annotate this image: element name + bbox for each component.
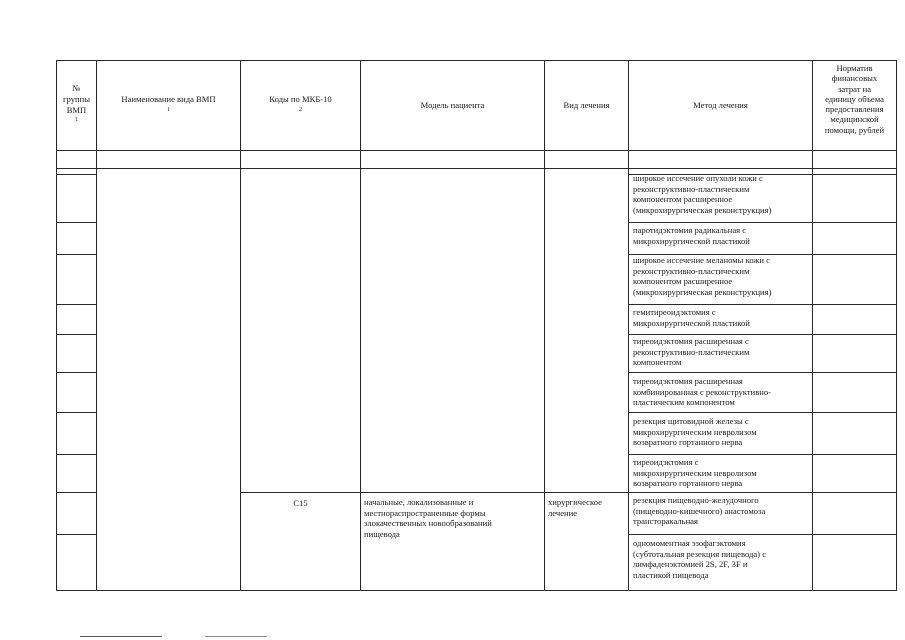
header-treatment: Вид лечения	[563, 100, 610, 111]
header-group: № группы ВМП $^1$	[63, 83, 90, 124]
method-cell: гемитиреоидэктомия с микрохирургической пластикой	[633, 307, 750, 328]
method-cell: резекция щитовидной железы с микрохирургическим невролизом возвратного гортанного нерва	[633, 416, 757, 448]
row-divider	[56, 492, 96, 493]
footnote-mark	[205, 636, 267, 637]
header-method: Метод лечения	[693, 100, 748, 111]
treatment-type-cell: хирургическое лечение	[548, 497, 602, 518]
row-divider	[56, 454, 96, 455]
method-cell: широкое иссечение опухоли кожи с реконструктивно-пластическим компонентом расширенное (микрохирургическая реконструкция)	[633, 173, 772, 215]
row-divider	[628, 454, 897, 455]
row-divider	[56, 372, 96, 373]
row-divider	[56, 534, 96, 535]
header-norm: Норматив финансовых затрат на единицу объема предоставления медицинской помощи, рублей	[824, 63, 885, 135]
method-cell: тиреоидэктомия расширенная комбинированная с реконструктивно- пластическим компонентом	[633, 376, 772, 408]
patient-model-cell: начальные, локализованные и местнораспространенные формы злокачественных новообразований пищевода	[364, 497, 492, 539]
header-model: Модель пациента	[420, 100, 485, 111]
row-divider	[56, 174, 96, 175]
row-divider	[56, 304, 96, 305]
code-cell: С15	[293, 498, 308, 508]
header-codes: Коды по МКБ-10 $^2$	[269, 93, 332, 113]
method-cell: паротидэктомия радикальная с микрохирургической пластикой	[633, 225, 750, 246]
method-cell: одномоментная эзофагэктомия (субтотальная резекция пищевода) с лимфаденэктомией 2S, 2F, 3F и пластикой пищевода	[633, 538, 767, 580]
row-divider	[628, 412, 897, 413]
row-divider	[628, 372, 897, 373]
method-cell: широкое иссечение меланомы кожи с реконструктивно-пластическим компонентом расширенное (микрохирургическая реконструкция)	[633, 255, 772, 297]
row-divider	[628, 222, 897, 223]
method-cell: тиреоидэктомия с микрохирургическим невролизом возвратного гортанного нерва	[633, 457, 757, 489]
row-divider	[628, 534, 897, 535]
footnote-separator	[80, 636, 162, 637]
method-cell: тиреоидэктомия расширенная с реконструктивно-пластическим компонентом	[633, 336, 750, 368]
table-border-right	[896, 60, 897, 591]
row-divider	[628, 334, 897, 335]
row-divider	[240, 492, 897, 493]
row-divider	[56, 412, 96, 413]
method-cell: резекция пищеводно-желудочного (пищеводно-кишечного) анастомоза трансторакальная	[633, 495, 766, 527]
number-row-bottom-line	[56, 168, 897, 169]
row-divider	[56, 334, 96, 335]
row-divider	[628, 304, 897, 305]
row-divider	[56, 222, 96, 223]
header-bottom-line	[56, 150, 897, 151]
table-border-bottom	[56, 590, 897, 591]
row-divider	[56, 254, 96, 255]
header-name: Наименование вида ВМП $^1$	[121, 93, 216, 113]
